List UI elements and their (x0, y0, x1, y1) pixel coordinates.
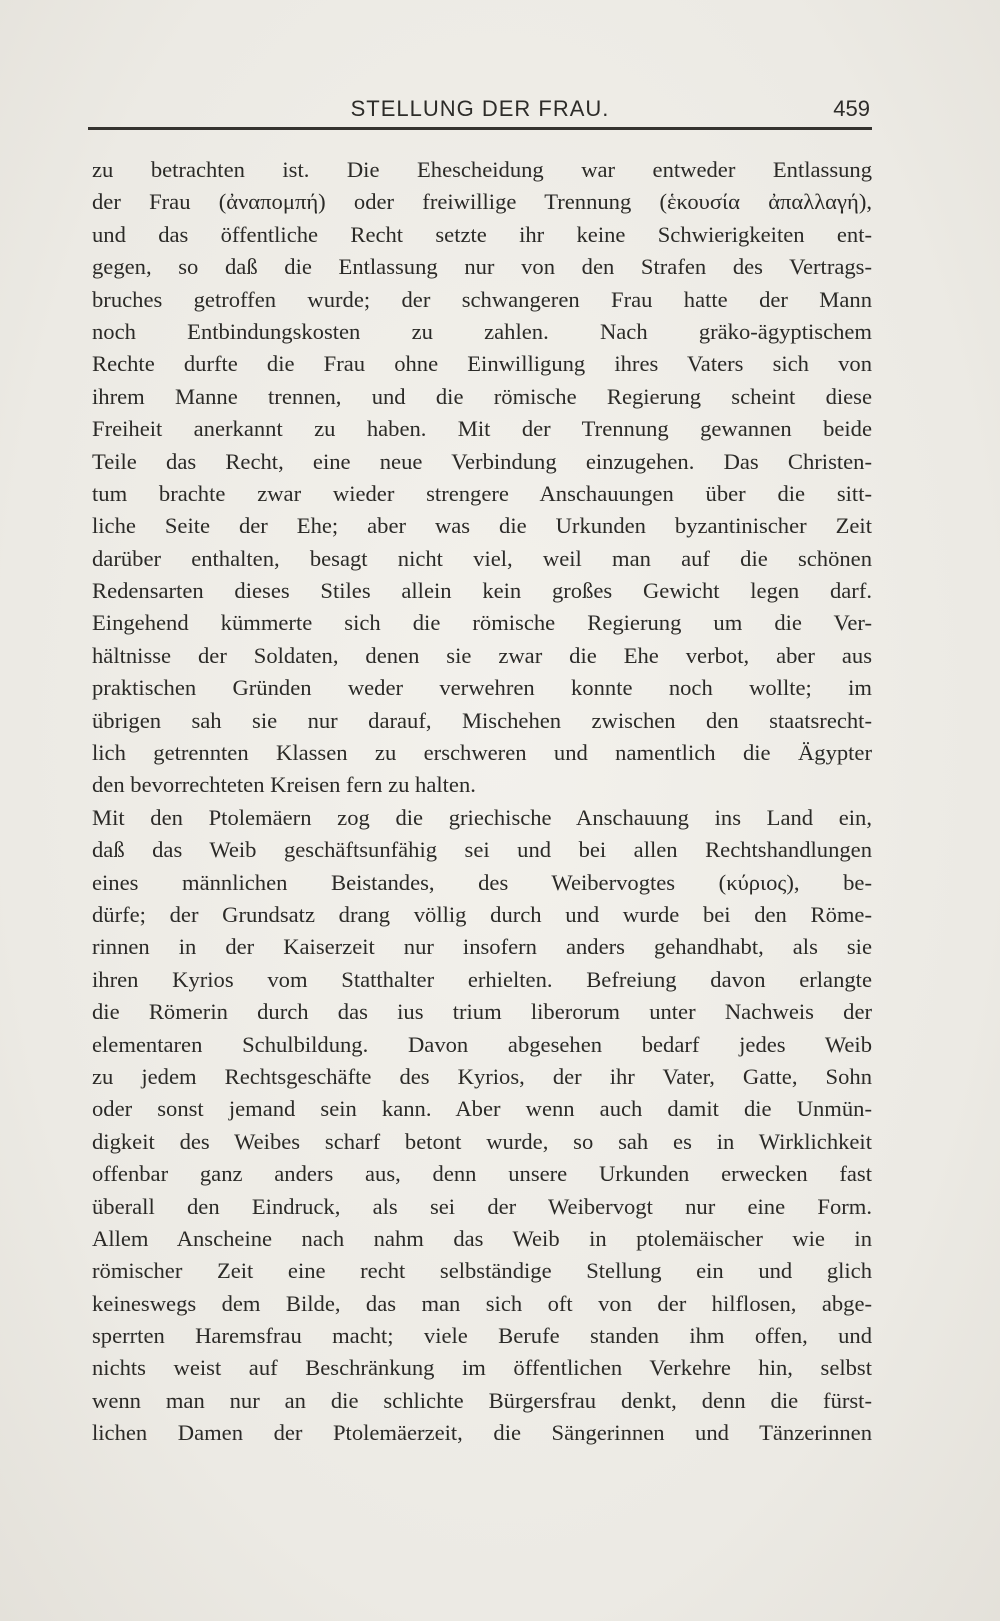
text-line: überall den Eindruck, als sei der Weibervogt nur eine Form. (92, 1193, 872, 1219)
text-line: Rechte durfte die Frau ohne Einwilligung ihres Vaters sich von (92, 351, 872, 377)
text-line: Freiheit anerkannt zu haben. Mit der Trennung gewannen beide (92, 416, 872, 442)
text-line: und das öffentliche Recht setzte ihr keine Schwierigkeiten ent- (92, 221, 872, 247)
text-line: elementaren Schulbildung. Davon abgesehen bedarf jedes Weib (92, 1031, 872, 1057)
text-line: eines männlichen Beistandes, des Weibervogtes (κύριος), be- (92, 869, 872, 895)
text-line: Eingehend kümmerte sich die römische Regierung um die Ver- (92, 610, 872, 636)
text-line: daß das Weib geschäftsunfähig sei und bei allen Rechtshandlungen (92, 837, 872, 863)
text-line: ihren Kyrios vom Statthalter erhielten. Befreiung davon erlangte (92, 966, 872, 992)
text-line: zu betrachten ist. Die Ehescheidung war entweder Entlassung (92, 157, 872, 182)
text-line: Teile das Recht, eine neue Verbindung einzugehen. Das Christen- (92, 448, 872, 474)
text-line: praktischen Gründen weder verwehren konnte noch wollte; im (92, 675, 872, 701)
text-line: lichen Damen der Ptolemäerzeit, die Sängerinnen und Tänzerinnen (92, 1420, 872, 1446)
text-line: rinnen in der Kaiserzeit nur insofern anders gehandhabt, als sie (92, 934, 872, 960)
text-line: die Römerin durch das ius trium liberorum unter Nachweis der (92, 999, 872, 1025)
running-title: STELLUNG DER FRAU. (350, 96, 610, 121)
text-line: liche Seite der Ehe; aber was die Urkunden byzantinischer Zeit (92, 513, 872, 539)
text-line: römischer Zeit eine recht selbständige Stellung ein und glich (92, 1258, 872, 1284)
text-line: bruches getroffen wurde; der schwangeren Frau hatte der Mann (92, 286, 872, 312)
text-line: Allem Anscheine nach nahm das Weib in ptolemäischer wie in (92, 1225, 872, 1251)
text-line: Mit den Ptolemäern zog die griechische Anschauung ins Land ein, (92, 804, 872, 830)
text-line: Redensarten dieses Stiles allein kein großes Gewicht legen darf. (92, 578, 872, 604)
text-line: sperrten Haremsfrau macht; viele Berufe standen ihm offen, und (92, 1323, 872, 1349)
text-line: der Frau (ἀναπομπή) oder freiwillige Trennung (ἑκουσία ἀπαλλαγή), (92, 189, 872, 215)
text-line: dürfe; der Grundsatz drang völlig durch und wurde bei den Röme- (92, 901, 872, 927)
text-line: zu jedem Rechtsgeschäfte des Kyrios, der ihr Vater, Gatte, Sohn (92, 1063, 872, 1089)
text-line: oder sonst jemand sein kann. Aber wenn auch damit die Unmün- (92, 1096, 872, 1122)
text-line: ihrem Manne trennen, und die römische Regierung scheint diese (92, 383, 872, 409)
text-line: nichts weist auf Beschränkung im öffentlichen Verkehre hin, selbst (92, 1355, 872, 1381)
text-line: keineswegs dem Bilde, das man sich oft von der hilflosen, abge- (92, 1290, 872, 1316)
text-line: hältnisse der Soldaten, denen sie zwar die Ehe verbot, aber aus (92, 642, 872, 668)
header-rule (88, 127, 872, 130)
body-text (92, 154, 872, 1450)
text-line: digkeit des Weibes scharf betont wurde, so sah es in Wirklichkeit (92, 1128, 872, 1154)
page-number: 459 (833, 96, 870, 121)
text-line: offenbar ganz anders aus, denn unsere Urkunden erwecken fast (92, 1161, 872, 1187)
text-line: tum brachte zwar wieder strengere Anschauungen über die sitt- (92, 480, 872, 506)
paragraph-end-line: den bevorrechteten Kreisen fern zu halten. (92, 772, 476, 798)
text-line: noch Entbindungskosten zu zahlen. Nach gräko-ägyptischem (92, 318, 872, 344)
text-line: übrigen sah sie nur darauf, Mischehen zwischen den staatsrecht- (92, 707, 872, 733)
text-line: lich getrennten Klassen zu erschweren und namentlich die Ägypter (92, 740, 872, 766)
text-line: wenn man nur an die schlichte Bürgersfrau denkt, denn die fürst- (92, 1387, 872, 1413)
text-line: gegen, so daß die Entlassung nur von den Strafen des Vertrags- (92, 254, 872, 280)
text-line: darüber enthalten, besagt nicht viel, weil man auf die schönen (92, 545, 872, 571)
running-header (90, 96, 870, 126)
